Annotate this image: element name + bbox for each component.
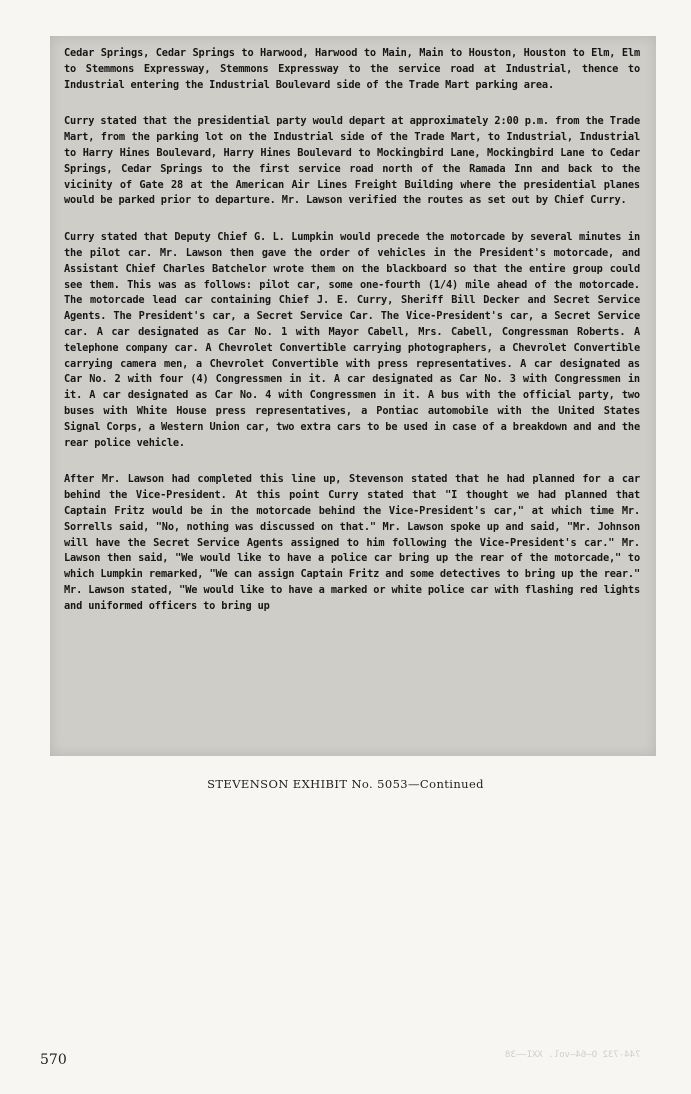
typed-text-body [64,46,640,636]
bleed-through-text: 744-732 O—64—vol. XXI——38 [505,1050,641,1060]
page-number: 570 [40,1052,67,1068]
paragraph-route-continuation: Cedar Springs, Cedar Springs to Harwood, Harwood to Main, Main to Houston, Houston to Elm, Elm to Stemmons Expressway, Stemmons Expressway to the service road at Industrial, thence to Industrial entering the Industrial Boulevard side of the Trade Mart parking area. [64,47,640,91]
paragraph-motorcade-order: Curry stated that Deputy Chief G. L. Lumpkin would precede the motorcade by several minutes in the pilot car. Mr. Lawson then gave the order of vehicles in the President's motorcade, and Assistant Chief Charles Batchelor wrote them on the blackboard so that the entire group could see them. This was as follows: pilot car, some one-fourth (1/4) mile ahead of the motorcade. The motorcade lead car containing Chief J. E. Curry, Sheriff Bill Decker and Secret Service Agents. The President's car, a Secret Service Car. The Vice-President's car, a Secret Service car. A car designated as Car No. 1 with Mayor Cabell, Mrs. Cabell, Congressman Roberts. A telephone company car. A Chevrolet Convertible carrying photographers, a Chevrolet Convertible carrying camera men, a Chevrolet Convertible with press representatives. A car designated as Car No. 2 with four (4) Congressmen in it. A car designated as Car No. 3 with Congressmen in it. A car designated as Car No. 4 with Congressmen in it. A bus with the official party, two buses with White House press representatives, a Pontiac automobile with the United States Signal Corps, a Western Union car, two extra cars to be used in case of a breakdown and and the rear police vehicle. [64,231,640,449]
scanned-typewritten-page [50,36,656,756]
exhibit-caption: STEVENSON EXHIBIT No. 5053—Continued [207,777,484,791]
paragraph-departure-route: Curry stated that the presidential party would depart at approximately 2:00 p.m. from the Trade Mart, from the parking lot on the Industrial side of the Trade Mart, to Industrial, Industrial to Harry Hines Boulevard, Harry Hines Boulevard to Mockingbird Lane, Mockingbird Lane to Cedar Springs, Cedar Springs to the first service road north of the Ramada Inn and back to the vicinity of Gate 28 at the American Air Lines Freight Building where the presidential planes would be parked prior to departure. Mr. Lawson verified the routes as set out by Chief Curry. [64,115,640,207]
paragraph-lineup-discussion: After Mr. Lawson had completed this line up, Stevenson stated that he had planned for a car behind the Vice-President. At this point Curry stated that "I thought we had planned that Captain Fritz would be in the motorcade behind the Vice-President's car," at which time Mr. Sorrells said, "No, nothing was discussed on that." Mr. Lawson spoke up and said, "Mr. Johnson will have the Secret Service Agents assigned to him following the Vice-President's car." Mr. Lawson then said, "We would like to have a police car bring up the rear of the motorcade," to which Lumpkin remarked, "We can assign Captain Fritz and some detectives to bring up the rear." Mr. Lawson stated, "We would like to have a marked or white police car with flashing red lights and uniformed officers to bring up [64,473,640,612]
